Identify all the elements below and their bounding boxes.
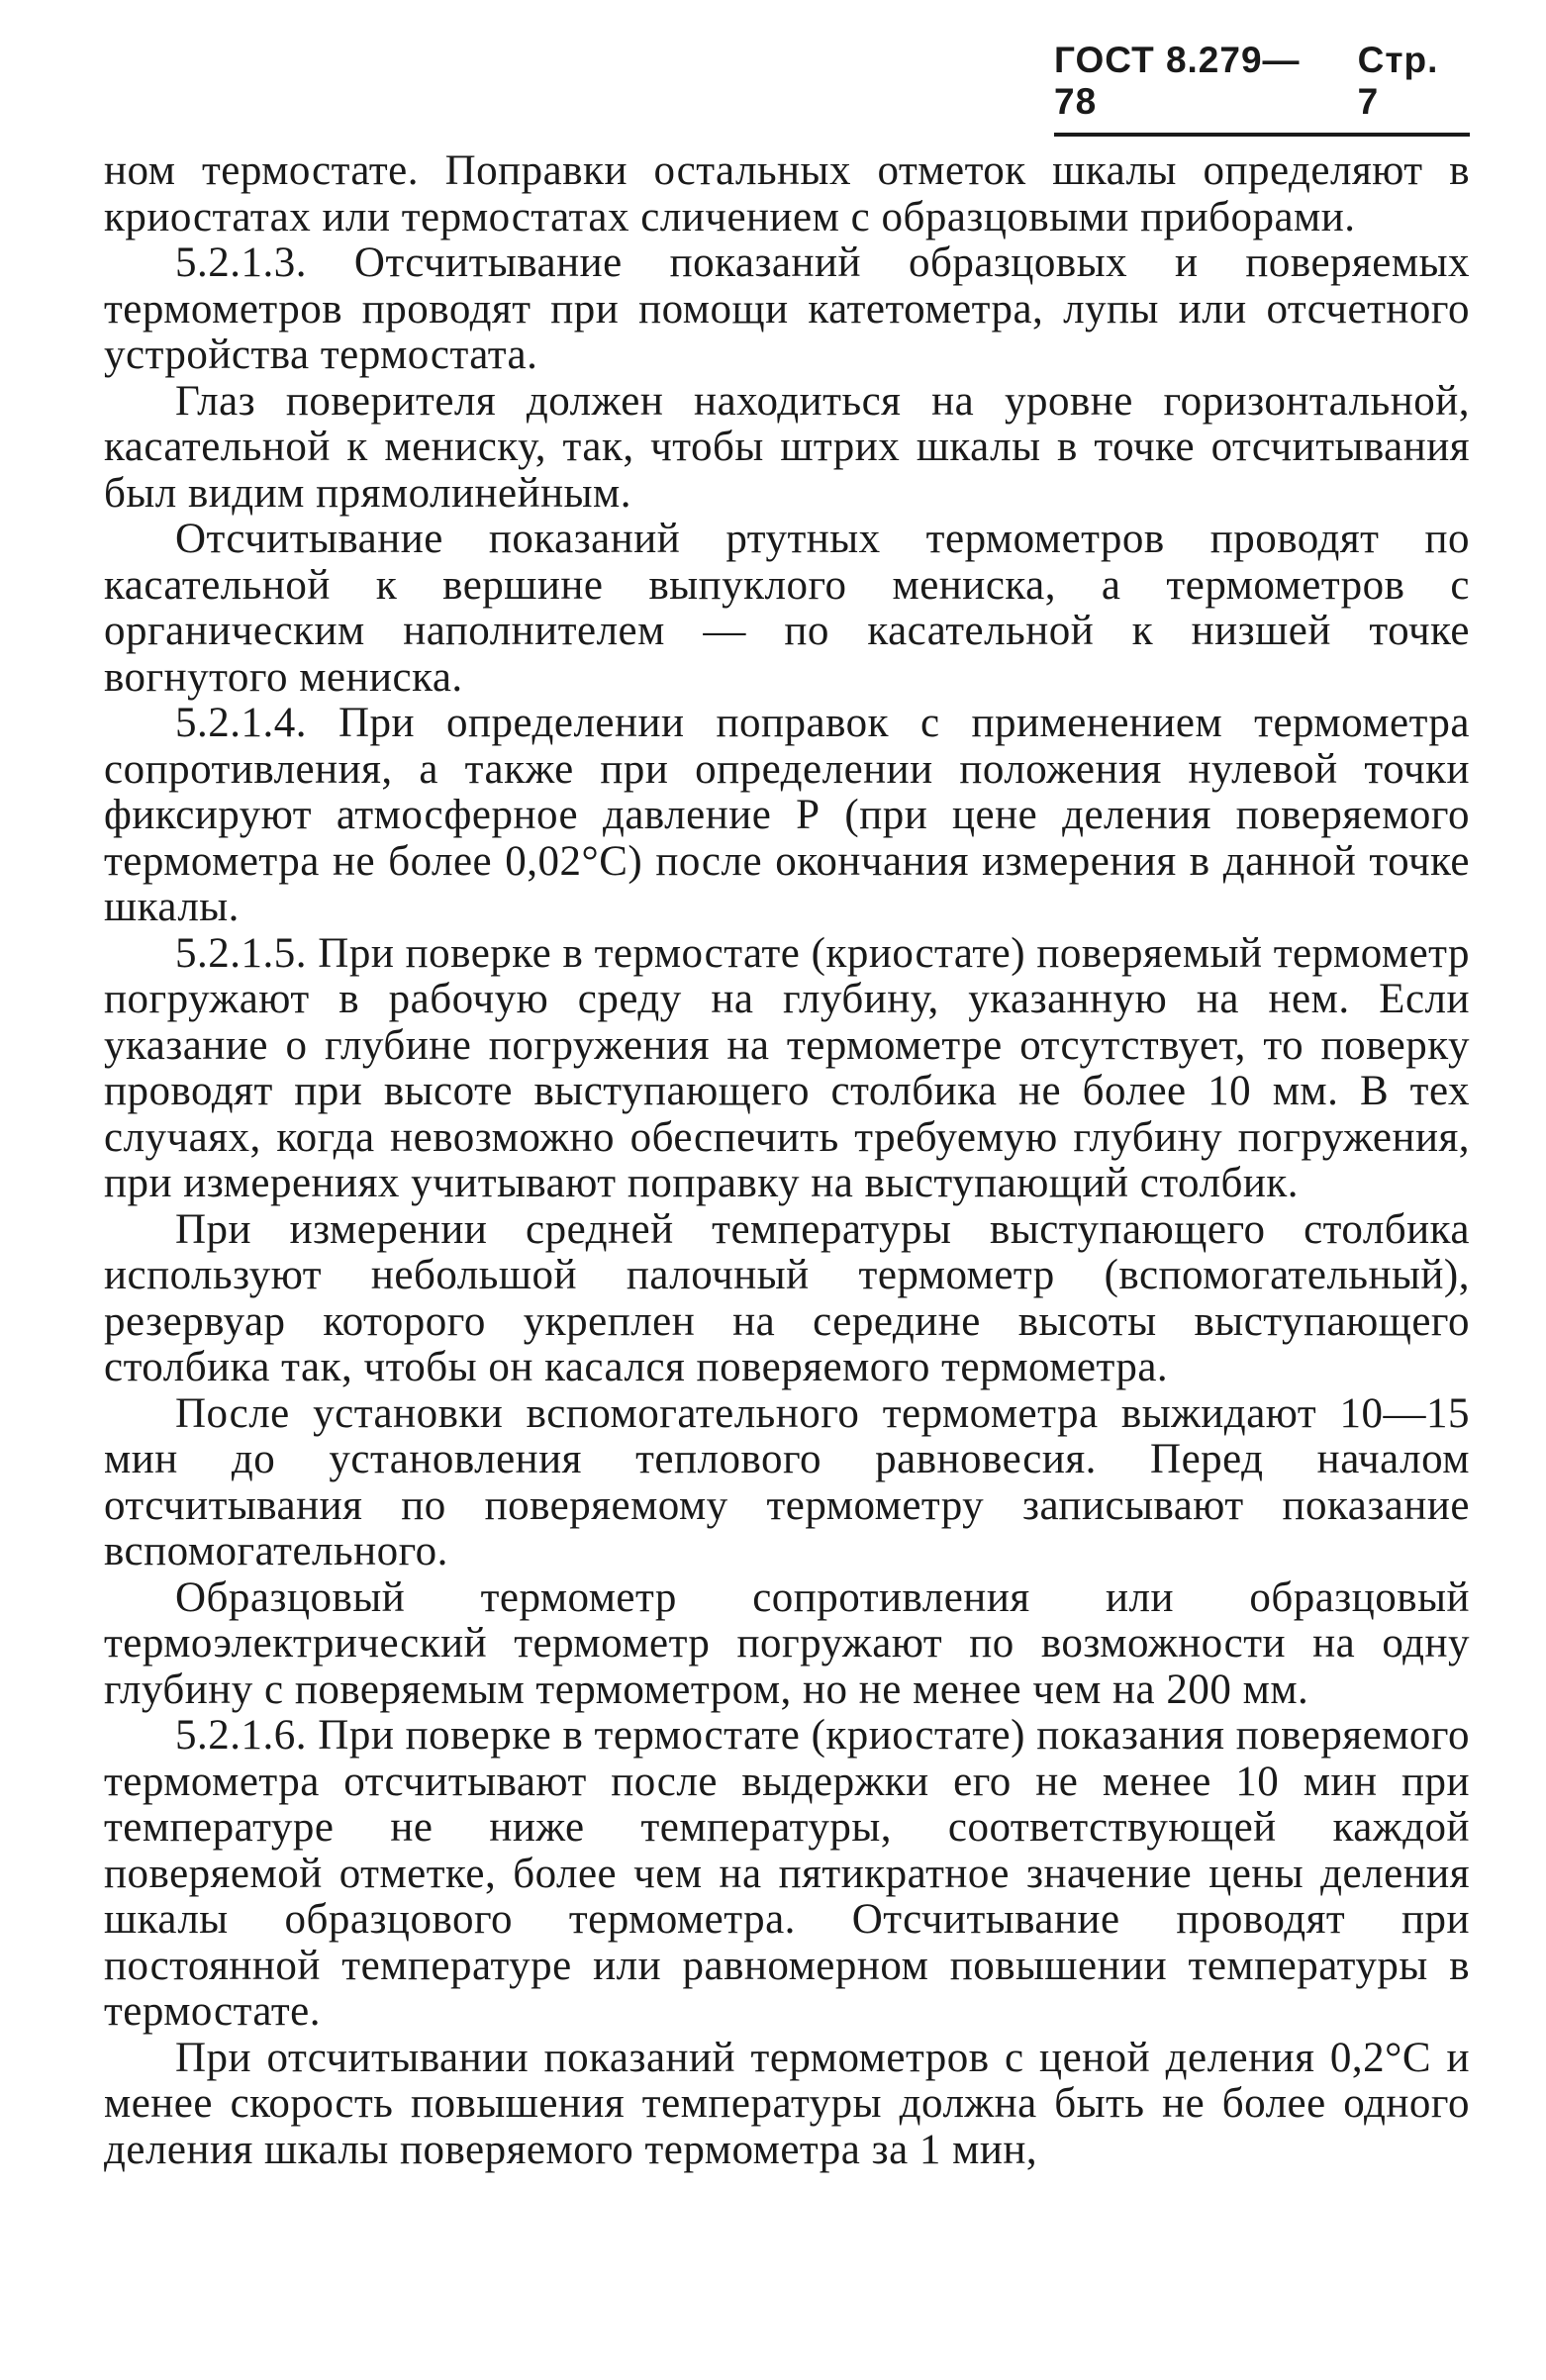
paragraph: 5.2.1.5. При поверке в термостате (криостате) поверяемый термометр погружают в рабочую среду на глубину, указанную на нем. Если указание о глубине погружения на термометре отсутствует, то поверку проводят при высоте выступающего столбика не более 10 мм. В тех случаях, когда невозможно обеспечить требуемую глубину погружения, при измерениях учитывают поправку на выступающий столбик.	[104, 929, 1470, 1206]
paragraph: Глаз поверителя должен находиться на уровне горизонтальной, касательной к мениску, так, чтобы штрих шкалы в точке отсчитывания был видим прямолинейным.	[104, 377, 1470, 517]
paragraph: При отсчитывании показаний термометров с ценой деления 0,2°С и менее скорость повышения температуры должна быть не более одного деления шкалы поверяемого термометра за 1 мин,	[104, 2034, 1470, 2173]
paragraph: 5.2.1.4. При определении поправок с применением термометра сопротивления, а также при определении положения нулевой точки фиксируют атмосферное давление Р (при цене деления поверяемого термометра не более 0,02°С) после окончания измерения в данной точке шкалы.	[104, 700, 1470, 930]
document-body	[104, 148, 1470, 2173]
page-number: Стр. 7	[1357, 40, 1439, 122]
paragraph: 5.2.1.3. Отсчитывание показаний образцовых и поверяемых термометров проводят при помощи катетометра, лупы или отсчетного устройства термостата.	[104, 239, 1470, 378]
paragraph: При измерении средней температуры выступающего столбика используют небольшой палочный термометр (вспомогательный), резервуар которого укреплен на середине высоты выступающего столбика так, чтобы он касался поверяемого термометра.	[104, 1205, 1470, 1390]
paragraph: ном термостате. Поправки остальных отметок шкалы определяют в криостатах или термостатах сличением с образцовыми приборами.	[104, 147, 1470, 240]
paragraph: После установки вспомогательного термометра выжидают 10—15 мин до установления теплового равновесия. Перед началом отсчитывания по поверяемому термометру записывают показание вспомогательного.	[104, 1389, 1470, 1574]
paragraph: Отсчитывание показаний ртутных термометров проводят по касательной к вершине выпуклого мениска, а термометров с органическим наполнителем — по касательной к низшей точке вогнутого мениска.	[104, 516, 1470, 701]
paragraph: 5.2.1.6. При поверке в термостате (криостате) показания поверяемого термометра отсчитывают после выдержки его не менее 10 мин при температуре не ниже температуры, соответствующей каждой поверяемой отметке, более чем на пятикратное значение цены деления шкалы образцового термометра. Отсчитывание проводят при постоянной температуре или равномерном повышении температуры в термостате.	[104, 1712, 1470, 2035]
page-header	[1054, 40, 1470, 137]
document-page	[104, 40, 1470, 2173]
standard-number: ГОСТ 8.279—78	[1054, 40, 1301, 122]
paragraph: Образцовый термометр сопротивления или образцовый термоэлектрический термометр погружают по возможности на одну глубину с поверяемым термометром, но не менее чем на 200 мм.	[104, 1573, 1470, 1713]
